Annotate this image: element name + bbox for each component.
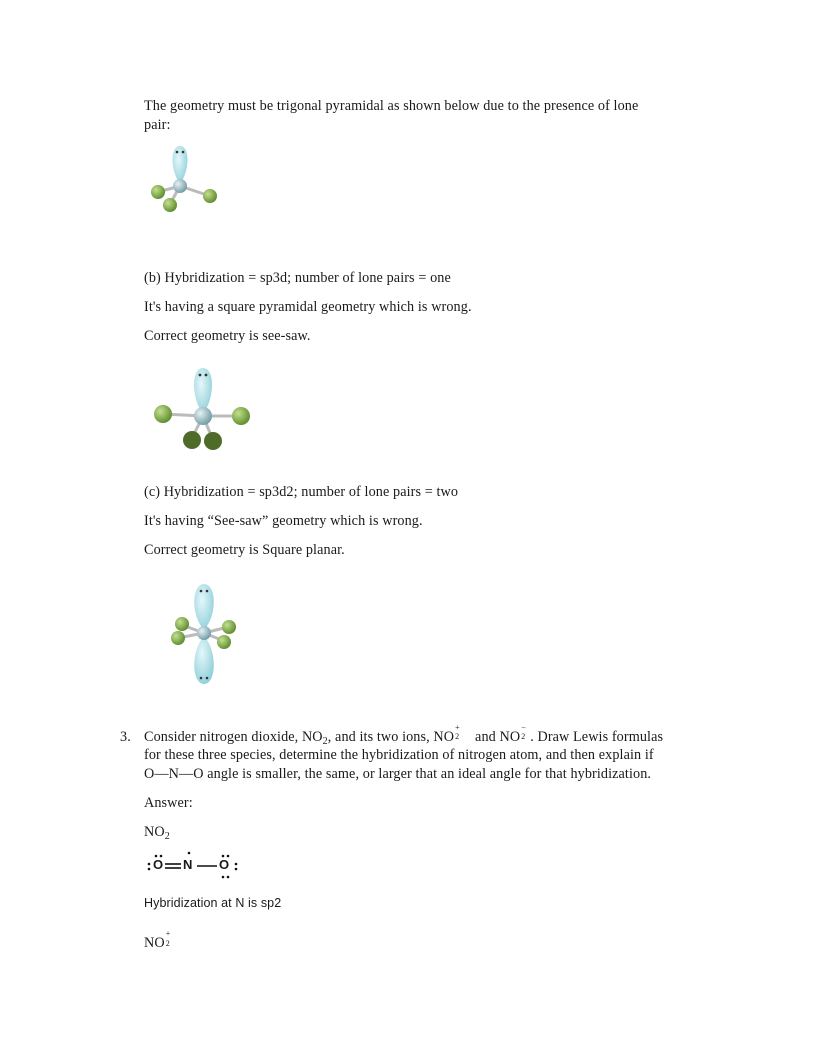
section-b-correct: Correct geometry is see-saw. bbox=[144, 328, 311, 344]
q3-no2-subscript: 2 bbox=[322, 736, 328, 747]
question3-line1 bbox=[144, 723, 664, 748]
section-b-statement: It's having a square pyramidal geometry which is wrong. bbox=[144, 299, 472, 315]
q3-ion1-subscript: 2 bbox=[455, 732, 460, 741]
q3-line1-part-c: and NO bbox=[471, 729, 521, 745]
question3-line2: for these three species, determine the hybridization of nitrogen atom, and then explain if bbox=[144, 747, 654, 763]
q3-ion2-superscript: − bbox=[521, 723, 526, 732]
question-number: 3. bbox=[120, 729, 131, 745]
q3-line1-part-a: Consider nitrogen dioxide, NO bbox=[144, 729, 323, 745]
lewis-oxygen-right: O bbox=[219, 857, 230, 872]
no2plus-label bbox=[144, 929, 175, 952]
no2-label-subscript: 2 bbox=[164, 831, 170, 842]
section-c-heading: (c) Hybridization = sp3d2; number of lone pairs = two bbox=[144, 484, 459, 500]
no2-label-text: NO bbox=[144, 824, 165, 840]
q3-line1-part-b: , and its two ions, NO bbox=[327, 729, 455, 745]
no2plus-label-text: NO bbox=[144, 935, 165, 951]
geometry-text-line2: pair: bbox=[144, 117, 171, 133]
no2plus-superscript: + bbox=[165, 929, 171, 938]
no2-label bbox=[144, 823, 170, 843]
lewis-nitrogen: N bbox=[183, 857, 193, 872]
answer-label: Answer: bbox=[144, 795, 193, 811]
q3-ion2-subscript: 2 bbox=[521, 732, 526, 741]
q3-line1-part-d: . Draw Lewis formulas bbox=[530, 729, 664, 745]
trigonal-pyramidal-molecule-image bbox=[140, 140, 230, 220]
section-b-heading: (b) Hybridization = sp3d; number of lone pairs = one bbox=[144, 270, 451, 286]
question3-line3: O—N—O angle is smaller, the same, or larger that an ideal angle for that hybridization. bbox=[144, 766, 652, 782]
no2plus-subscript: 2 bbox=[165, 939, 170, 948]
section-c-statement: It's having “See-saw” geometry which is wrong. bbox=[144, 513, 423, 529]
square-planar-molecule-image bbox=[160, 580, 250, 695]
geometry-text-line1: The geometry must be trigonal pyramidal as shown below due to the presence of lone bbox=[144, 98, 639, 114]
no2-lewis-structure bbox=[143, 850, 243, 880]
see-saw-molecule-image bbox=[145, 362, 260, 457]
hybridization-text: Hybridization at N is sp2 bbox=[144, 896, 282, 910]
lewis-oxygen-left: O bbox=[153, 857, 164, 872]
q3-ion1-superscript: + bbox=[455, 723, 460, 732]
section-c-correct: Correct geometry is Square planar. bbox=[144, 542, 345, 558]
